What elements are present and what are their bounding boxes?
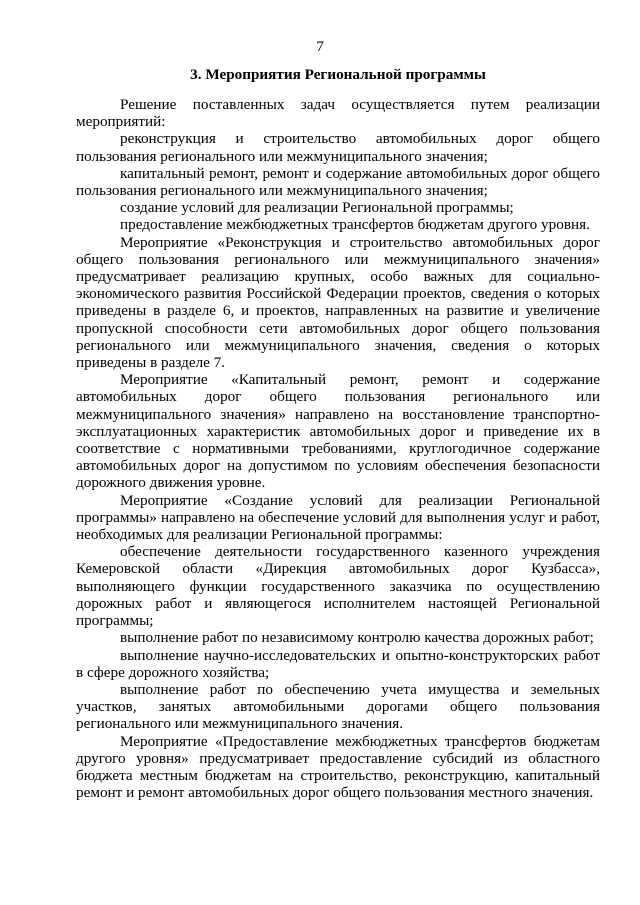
paragraph: Мероприятие «Создание условий для реализации Региональной программы» направлено на обеспечение условий для выполнения услуг и работ, необходимых для реализации Региональной программы: [76, 491, 600, 544]
paragraph: Мероприятие «Реконструкция и строительство автомобильных дорог общего пользования регионального или межмуниципального значения» предусматривает реализацию крупных, особо важных для социально-экономического развития Российской Федерации проектов, сведения о которых приведены в разделе 6, и проектов, направленных на развитие и увеличение пропускной способности сети автомобильных дорог общего пользования регионального или межмуниципального значения, сведения о которых приведены в разделе 7. [76, 233, 600, 372]
paragraph: реконструкция и строительство автомобильных дорог общего пользования регионального или межмуниципального значения; [76, 130, 600, 165]
paragraph: Мероприятие «Предоставление межбюджетных трансфертов бюджетам другого уровня» предусматривает предоставление субсидий из областного бюджета местным бюджетам на строительство, реконструкцию, капитальный ремонт и ремонт автомобильных дорог общего пользования местного значения. [76, 732, 600, 802]
paragraph: обеспечение деятельности государственного казенного учреждения Кемеровской области «Дирекция автомобильных дорог Кузбасса», выполняющего функции государственного заказчика по осуществлению дорожных работ и являющегося исполнителем настоящей Региональной программы; [76, 543, 600, 630]
paragraph: выполнение работ по независимому контролю качества дорожных работ; [120, 629, 594, 647]
page-number: 7 [316, 38, 324, 55]
paragraph: выполнение научно-исследовательских и опытно-конструкторских работ в сфере дорожного хозяйства; [76, 646, 600, 681]
paragraph: выполнение работ по обеспечению учета имущества и земельных участков, занятых автомобильными дорогами общего пользования регионального или межмуниципального значения. [76, 680, 600, 733]
paragraph: Мероприятие «Капитальный ремонт, ремонт и содержание автомобильных дорог общего пользования регионального или межмуниципального значения» направлено на восстановление транспортно-эксплуатационных характеристик автомобильных дорог и приведение их в соответствие с нормативными требованиями, круглогодичное содержание автомобильных дорог на допустимом по условиям обеспечения безопасности дорожного движения уровне. [76, 371, 600, 492]
paragraph: капитальный ремонт, ремонт и содержание автомобильных дорог общего пользования регионального или межмуниципального значения; [76, 164, 600, 200]
document-body [76, 96, 600, 801]
paragraph: создание условий для реализации Региональной программы; [120, 199, 514, 217]
paragraph: предоставление межбюджетных трансфертов бюджетам другого уровня. [120, 216, 590, 234]
paragraph: Решение поставленных задач осуществляется путем реализации мероприятий: [76, 96, 600, 131]
section-heading: 3. Мероприятия Региональной программы [190, 66, 486, 83]
